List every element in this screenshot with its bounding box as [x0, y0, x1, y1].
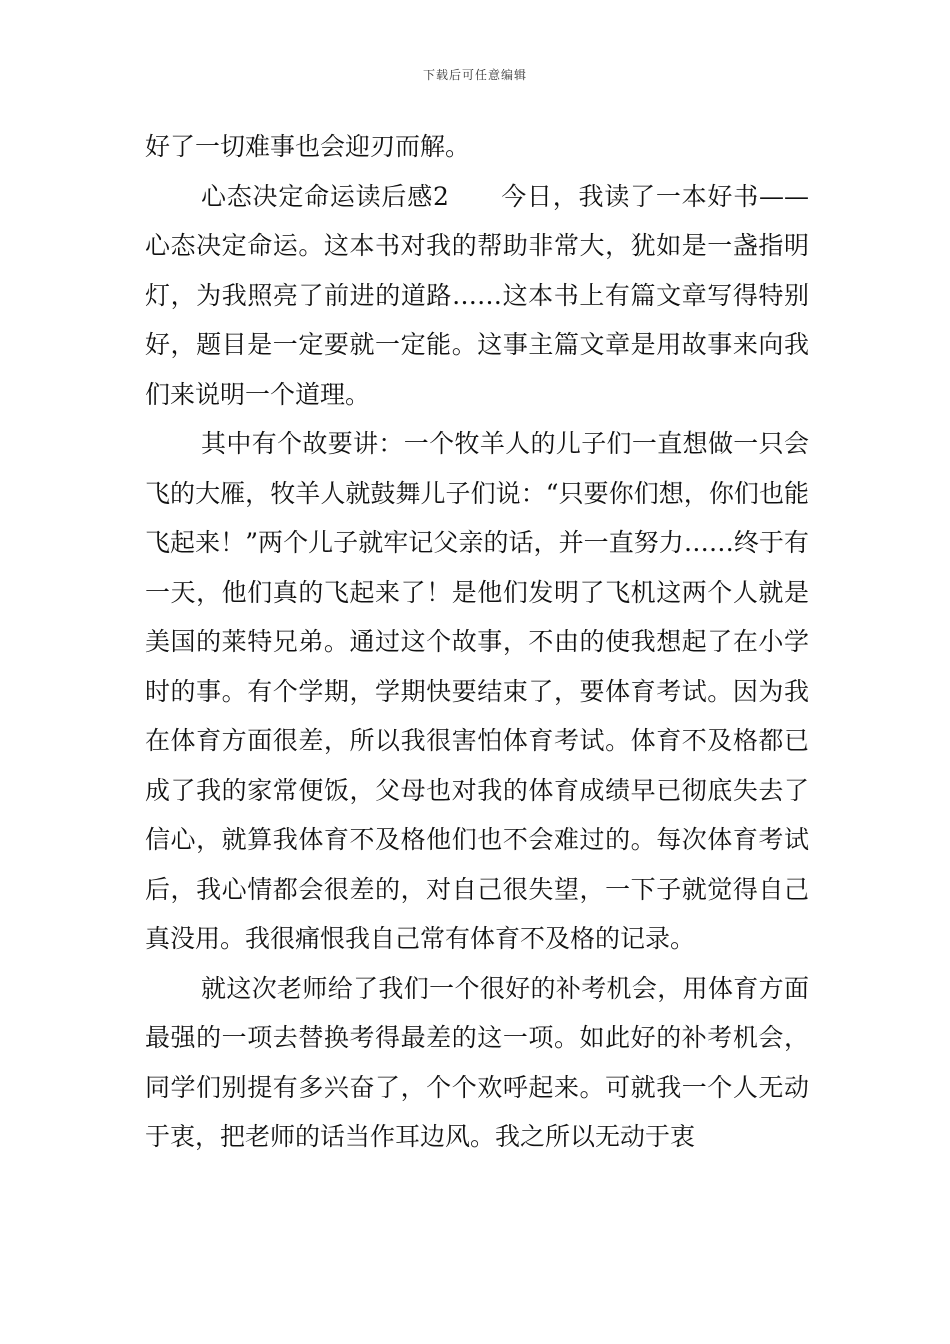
- paragraph: 好了一切难事也会迎刃而解。: [145, 132, 471, 161]
- page-header: 下载后可任意编辑: [422, 68, 527, 82]
- document-body: [145, 122, 809, 1162]
- paragraph: 其中有个故要讲：一个牧羊人的儿子们一直想做一只会飞的大雁，牧羊人就鼓舞儿子们说：“只要你们想，你们也能飞起来！”两个儿子就牢记父亲的话，并一直努力……终于有一天，他们真的飞起来了！是他们发明了飞机这两个人就是美国的莱特兄弟。通过这个故事，不由的使我想起了在小学时的事。有个学期，学期快要结束了，要体育考试。因为我在体育方面很差，所以我很害怕体育考试。体育不及格都已成了我的家常便饭，父母也对我的体育成绩早已彻底失去了信心，就算我体育不及格他们也不会难过的。每次体育考试后，我心情都会很差的，对自己很失望，一下子就觉得自己真没用。我很痛恨我自己常有体育不及格的记录。: [145, 429, 809, 953]
- paragraph: 就这次老师给了我们一个很好的补考机会，用体育方面最强的一项去替换考得最差的这一项。如此好的补考机会，同学们别提有多兴奋了，个个欢呼起来。可就我一个人无动于衷，把老师的话当作耳边风。我之所以无动于衷: [145, 973, 809, 1151]
- paragraph: 心态决定命运读后感2 今日，我读了一本好书——心态决定命运。这本书对我的帮助非常大，犹如是一盏指明灯，为我照亮了前进的道路……这本书上有篇文章写得特别好，题目是一定要就一定能。这事主篇文章是用故事来向我们来说明一个道理。: [145, 181, 809, 409]
